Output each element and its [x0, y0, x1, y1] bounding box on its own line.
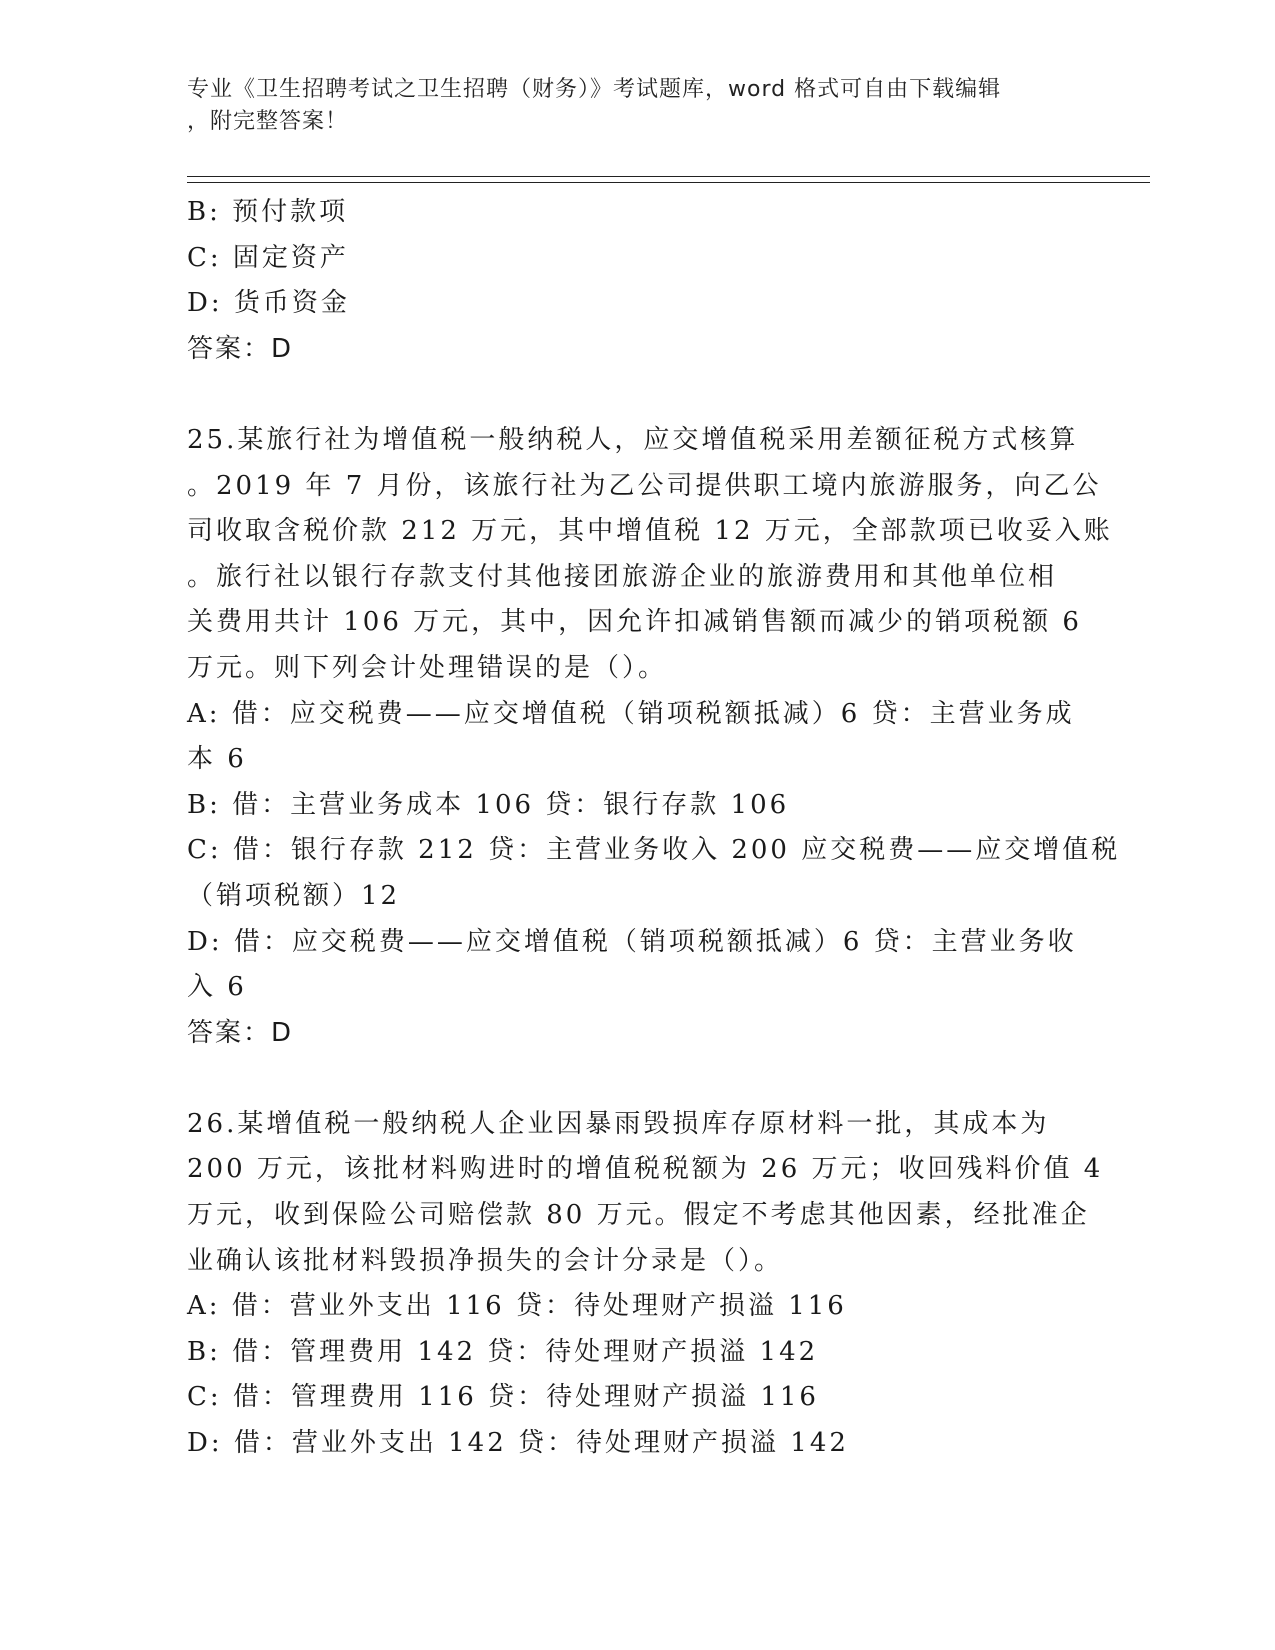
- option-line: C: 借：银行存款 212 贷：主营业务收入 200 应交税费——应交增值税: [187, 835, 1121, 866]
- question-stem-line: 业确认该批材料毁损净损失的会计分录是（）。: [187, 1245, 784, 1276]
- question-stem-line: 200 万元，该批材料购进时的增值税税额为 26 万元；收回残料价值 4: [187, 1154, 1104, 1185]
- option-line: B: 借：管理费用 142 贷：待处理财产损溢 142: [187, 1336, 819, 1367]
- question-stem-line: 万元，收到保险公司赔偿款 80 万元。假定不考虑其他因素，经批准企: [187, 1200, 1090, 1231]
- question-stem-line: 万元。则下列会计处理错误的是（）。: [187, 652, 668, 683]
- option-d: D: 货币资金: [187, 288, 350, 319]
- question-stem-line: 。2019 年 7 月份，该旅行社为乙公司提供职工境内旅游服务，向乙公: [187, 470, 1102, 501]
- page-header: [187, 74, 1087, 138]
- option-line: 入 6: [187, 972, 247, 1003]
- question-stem-line: 25.某旅行社为增值税一般纳税人，应交增值税采用差额征税方式核算: [187, 424, 1079, 455]
- option-line: A: 借：营业外支出 116 贷：待处理财产损溢 116: [187, 1291, 847, 1322]
- header-rule-bottom: [187, 182, 1150, 183]
- question-stem-line: 。旅行社以银行存款支付其他接团旅游企业的旅游费用和其他单位相: [187, 561, 1058, 592]
- document-body: [187, 190, 1121, 1467]
- option-line: A: 借：应交税费——应交增值税（销项税额抵减）6 贷：主营业务成: [187, 698, 1075, 729]
- question-stem-line: 关费用共计 106 万元，其中，因允许扣减销售额而减少的销项税额 6: [187, 607, 1082, 638]
- question-stem-line: 司收取含税价款 212 万元，其中增值税 12 万元，全部款项已收妥入账: [187, 516, 1113, 547]
- option-line: （销项税额）12: [187, 880, 401, 911]
- question-stem-line: 26.某增值税一般纳税人企业因暴雨毁损库存原材料一批，其成本为: [187, 1108, 1050, 1139]
- option-line: 本 6: [187, 744, 247, 775]
- spacer: [187, 372, 1087, 418]
- question-25: [187, 418, 1121, 1056]
- header-line-1: 专业《卫生招聘考试之卫生招聘（财务）》考试题库，word 格式可自由下载编辑: [187, 77, 1002, 102]
- spacer: [187, 1056, 1087, 1102]
- option-line: C: 借：管理费用 116 贷：待处理财产损溢 116: [187, 1382, 819, 1413]
- option-line: B: 借：主营业务成本 106 贷：银行存款 106: [187, 789, 790, 820]
- header-rule-top: [187, 176, 1150, 177]
- option-b: B: 预付款项: [187, 197, 349, 227]
- option-c: C: 固定资产: [187, 242, 349, 273]
- header-line-2: ，附完整答案！: [187, 109, 349, 134]
- option-line: D: 借：营业外支出 142 贷：待处理财产损溢 142: [187, 1428, 849, 1459]
- answer-line: 答案：D: [187, 1017, 294, 1048]
- question-26: [187, 1102, 1104, 1467]
- prev-question: [187, 190, 1087, 372]
- answer-line: 答案：D: [187, 333, 294, 364]
- option-line: D: 借：应交税费——应交增值税（销项税额抵减）6 贷：主营业务收: [187, 926, 1077, 957]
